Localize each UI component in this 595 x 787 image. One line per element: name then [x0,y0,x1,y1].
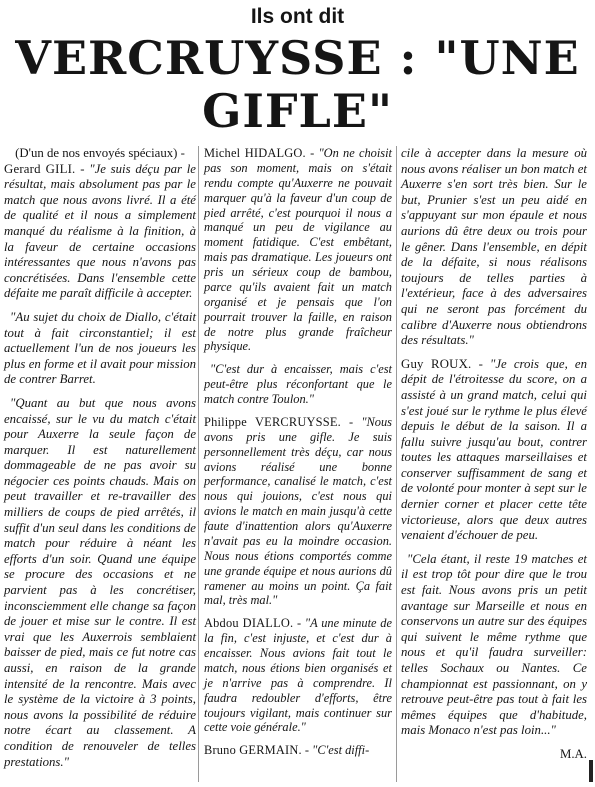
paragraph: Philippe VERCRUYSSE. - "Nous avons pris une gifle. Je suis personnellement très déçu, car nous avions réalisé une bonne performance, canalisé le match, c'est nous qui jouions, c'est nous qui avions le match en main jusqu'à cette faute d'inattention alors qu'Auxerre n'avait pas eu la moindre occasion. Nous nous étions comportés comme une grande équipe et nous aurions dû ramener au moins un point. Ça fait mal, très mal." [204,414,392,608]
paragraph: cile à accepter dans la mesure où nous avons réaliser un bon match et Auxerre s'en sort très bien. Sur le but, Prunier s'est un peu aidé en s'appuyant sur mon épaule et nous aurions dû être deux ou trois pour le gêner. Dans l'ensemble, en dépit de la défaite, si nous réalisons toujours de telles parties à l'extérieur, face à des adversaires qui ne seront pas forcément du calibre d'Auxerre nous obtiendrons des résultats." [401,146,587,348]
kicker: Ils ont dit [250,5,345,28]
article-column-2 [204,146,392,766]
paragraph: Guy ROUX. - "Je crois que, en dépit de l'étroitesse du score, on a assisté à un grand match, celui qui s'est joué sur le rythme le plus élevé depuis le début de la saison. Il a fallu suivre jusqu'au bout, contrer toutes les attaques marseillaises et conserver suffisamment de sang et de volonté pour monter à sept sur le dernier corner et placer cette tête victorieuse, alors que deux autres venaient d'échouer de peu. [401,356,587,543]
quote-text: "Nous avons pris une gifle. Je suis personnellement très déçu, car nous avions réalisé une bonne performance, canalisé le match, c'est nous qui jouions, c'est nous qui avions le match en main jusqu'à cette faute d'inattention alors qu'Auxerre n'avait pas eu la moindre occasion. Nous nous étions comportés comme une grande équipe et nous aurions dû ramener au moins un point. Ça fait mal, très mal." [204,414,392,608]
byline: (D'un de nos envoyés spéciaux) - [15,146,185,160]
paragraph: Michel HIDALGO. - "On ne choisit pas son moment, mais on s'était rendu compte qu'Auxerre ne pouvait marquer qu'à la faveur d'un coup de pied arrêté, c'est pourquoi il nous a manqué un peu de vigilance au moment fatidique. C'est embêtant, mais pas dramatique. Les joueurs ont pris un sérieux coup de bambou, parce qu'ils avaient fait un match organisé et je pensais que l'on pourrait trouver la faille, en raison de notre plus grande fraîcheur physique. [204,146,392,354]
quote-text: "C'est diffi- [312,743,370,758]
headline [0,32,595,138]
paragraph: Gerard GILI. - "Je suis déçu par le résultat, mais absolument pas par le match que nous avons livré. Il a été de qualité et il nous a simplement manqué du réalisme à la finition, à la faveur de certaine occasions intéressantes que nous n'avons pas concrétisées. Dans l'ensemble cette défaite me paraît difficile à accepter. [4,161,196,301]
speaker-name: Michel HIDALGO. [204,146,306,160]
quote-text: "A une minute de la fin, c'est injuste, et c'est dur à encaisser. Nous avions fait tout le match, nous étions bien organisés et je n'arrive pas à comprendre. Il faudra redoubler d'efforts, être toujours vigilant, mais continuer sur cette voie générale." [204,616,392,735]
article-column-1 [4,146,196,778]
speaker-name: Bruno GERMAIN. [204,743,302,758]
paragraph: "Au sujet du choix de Diallo, c'était tout à fait circonstantiel; il est actuellement l'un de nos joueurs les plus en forme et il avait pour mission de contrer Barret. [4,309,196,387]
column-rule-1 [198,146,199,782]
page-edge-mark [589,760,593,782]
paragraph: "Quant au but que nous avons encaissé, sur le vu du match c'était pour Auxerre la seule façon de marquer. Il est naturellement dommageable de ne pas avoir su négocier ces points chauds. Mais on peut travailler et re-travailler des milliers de coups de pied arrêtés, il suffit d'un seul dans les conditions de match pour réduire à néant les efforts d'un soir. Quand une équipe se procure des occasions et ne parvient pas à les concrétiser, inconsciemment elle change sa façon de jouer et mise sur le contre. Il est vrai que les Auxerrois semblaient baisser de pied, mais ce fut notre cas aussi, en raison de la grande intensité de la rencontre. Mais avec le système de la victoire à 3 points, nous avons la possibilité de réduire notre écart au classement. A condition de renouveler de telles prestations." [4,395,196,769]
paragraph: "Cela étant, il reste 19 matches et il est trop tôt pour dire que le trou est fait. Nous avons pris un petit avantage sur Marseille et nous en conservons un autre sur des équipes qui suivent le même rythme que nous et qu'il faudra surveiller: telles Sochaux ou Nantes. Ce championnat est passionnant, on y retrouve peut-être pas tout à fait les mêmes équipes que d'habitude, mais Monaco n'est pas loin..." [401,551,587,738]
column-rule-2 [396,146,397,782]
quote-text: "Je crois que, en dépit de l'étroitesse du score, on a assisté à un grand match, celui qui s'est joué sur le rythme le plus élevé depuis le début de la saison. Il a fallu suivre jusqu'au bout, contrer toutes les attaques marseillaises et conserver suffisamment de sang et de volonté pour monter à sept sur le dernier corner et placer cette tête victorieuse, alors que deux autres venaient d'échouer de peu. [401,356,587,543]
paragraph: "C'est dur à encaisser, mais c'est peut-être plus réconfortant que le match contre Toulon." [204,362,392,406]
paragraph: Bruno GERMAIN. - "C'est diffi- [204,743,370,758]
headline-line-1: VERCRUYSSE : "UNE [15,31,580,85]
speaker-name: Gerard GILI. [4,161,76,176]
author-signature: M.A. [559,746,587,761]
speaker-name: Abdou DIALLO. [204,616,294,631]
article-column-3 [401,146,587,763]
speaker-name: Philippe VERCRUYSSE. [204,414,341,429]
quote-text: "On ne choisit pas son moment, mais on s'était rendu compte qu'Auxerre ne pouvait marquer qu'à la faveur d'un coup de pied arrêté, c'est pourquoi il nous a manqué un peu de vigilance au moment fatidique. C'est embêtant, mais pas dramatique. Les joueurs ont pris un sérieux coup de bambou, parce qu'ils avaient fait un match organisé et je pensais que l'on pourrait trouver la faille, en raison de notre plus grande fraîcheur physique. [204,146,392,354]
headline-line-2: GIFLE" [202,84,393,138]
quote-text: "Je suis déçu par le résultat, mais absolument pas par le match que nous avons livré. Il a été de qualité et il nous a simplement manqué du réalisme à la finition, à la faveur de certaine occasions intéressantes que nous n'avons pas concrétisées. Dans l'ensemble cette défaite me paraît difficile à accepter. [4,161,196,301]
speaker-name: Guy ROUX. [401,356,472,371]
paragraph: Abdou DIALLO. - "A une minute de la fin, c'est injuste, et c'est dur à encaisser. Nous avions fait tout le match, nous étions bien organisés et je n'arrive pas à comprendre. Il faudra redoubler d'efforts, être toujours vigilant, mais continuer sur cette voie générale." [204,616,392,735]
